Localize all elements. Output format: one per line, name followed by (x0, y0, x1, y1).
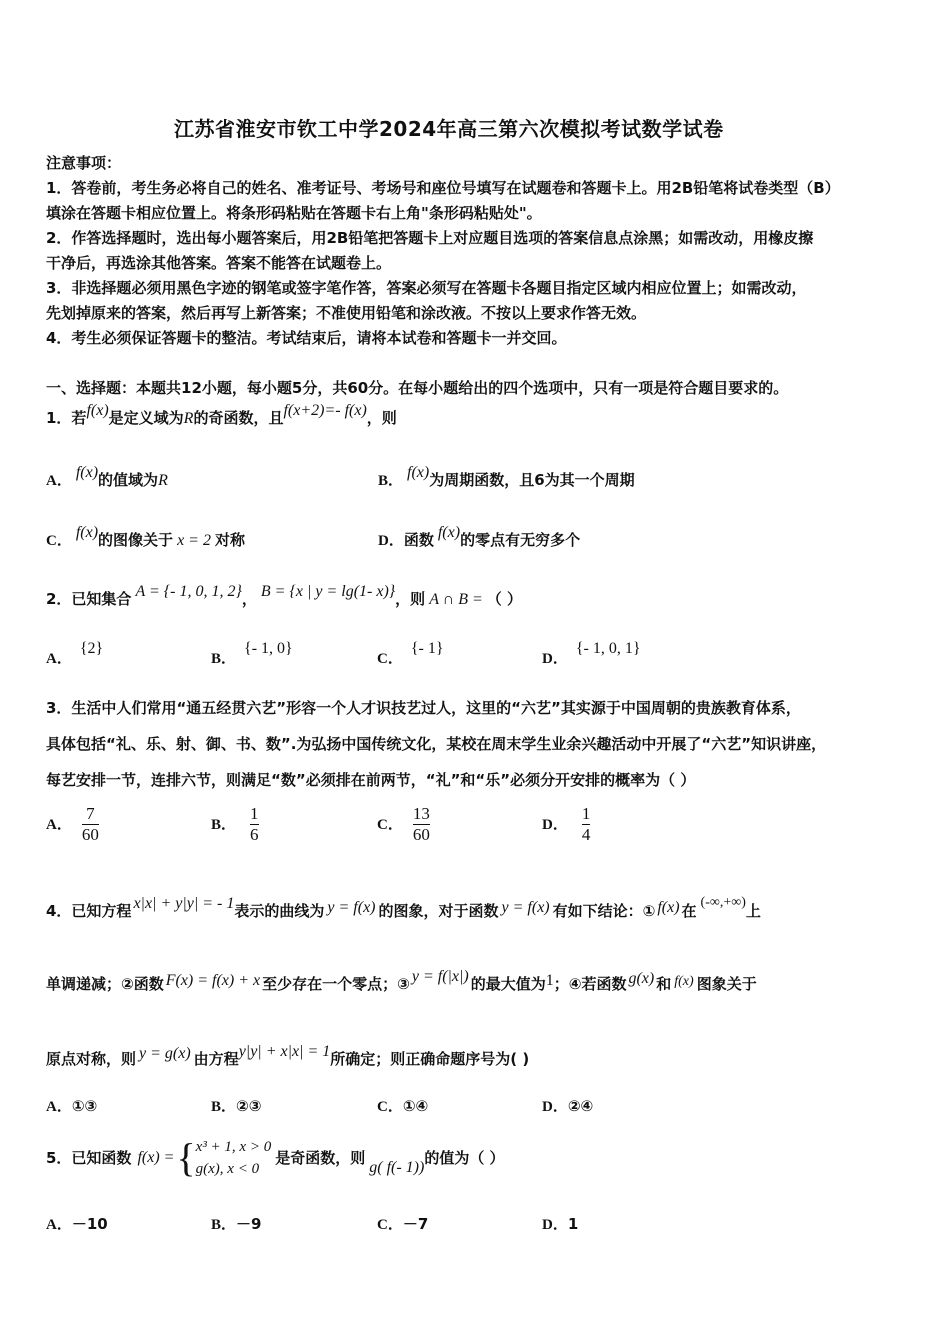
option-text: 1 (567, 1215, 579, 1233)
q-text: 至少存在一个零点；③ (262, 975, 410, 993)
option-text: ①④ (402, 1097, 429, 1115)
math: 1 (545, 972, 554, 989)
piecewise-cases (196, 1136, 272, 1180)
option-label: A． (46, 473, 72, 489)
q-text: 由方程 (193, 1050, 239, 1068)
question-1 (46, 402, 397, 431)
left-brace: { (176, 1135, 196, 1180)
math: R (158, 472, 168, 489)
option-label: C． (377, 1217, 403, 1233)
math: A = {- 1, 0, 1, 2} (135, 583, 242, 600)
math: f(x) (657, 899, 680, 916)
section-heading: 一、选择题：本题共12小题，每小题5分，共60分。在每小题给出的四个选项中，只有一项是符合题目要求的。 (46, 379, 789, 397)
option-text: ①③ (71, 1097, 98, 1115)
option-D (542, 804, 590, 845)
question-3-line: 每艺安排一节，连排六节，则满足“数”必须排在前两节，“礼”和“乐”必须分开安排的概率为（ ） (46, 771, 696, 789)
q-text: ，则 (395, 590, 426, 608)
notice-line: 1．答卷前，考生务必将自己的姓名、准考证号、考场号和座位号填写在试题卷和答题卡上。用2B铅笔将试卷类型（B） (46, 179, 840, 197)
math: f(x) (407, 464, 430, 481)
math: y = f(|x|) (411, 968, 469, 985)
option-text: 为周期函数，且6为其一个周期 (429, 471, 635, 489)
q-text: 所确定；则正确命题序号为( ) (330, 1050, 530, 1068)
math: A ∩ B = (429, 591, 483, 608)
math: f(x+2)=- f(x) (283, 402, 367, 419)
option-label: C． (377, 651, 403, 667)
question-4-line (46, 968, 757, 998)
question-3-line: 3．生活中人们常用“通五经贯六艺”形容一个人才识技艺过人，这里的“六艺”其实源于中国周朝的贵族教育体系， (46, 699, 801, 717)
notice-line: 4．考生必须保证答题卡的整洁。考试结束后，请将本试卷和答题卡一并交回。 (46, 329, 567, 347)
option-text: 的图像关于 (98, 531, 174, 549)
fraction: $\frac{13}{60}$ (412, 804, 430, 844)
q-text: 和 (656, 975, 672, 993)
option-D (542, 1212, 578, 1237)
math: (-∞,+∞) (700, 895, 746, 910)
question-5 (46, 1132, 505, 1184)
q-text: 有如下结论：① (552, 902, 656, 920)
notice-line: 先划掉原来的答案，然后再写上新答案；不准使用铅笔和涂改液。不按以上要求作答无效。 (46, 304, 647, 322)
math: {- 1, 0, 1} (575, 640, 641, 657)
math: R (183, 410, 194, 427)
math: {- 1, 0} (244, 640, 293, 657)
option-label: B． (211, 817, 237, 833)
option-A (46, 804, 99, 845)
option-B (211, 1094, 261, 1119)
q-text: 的图象，对于函数 (378, 902, 499, 920)
math: x = 2 (177, 532, 211, 549)
option-D (378, 524, 581, 553)
notice-line: 2．作答选择题时，选出每小题答案后，用2B铅笔把答题卡上对应题目选项的答案信息点涂黑；如需改动，用橡皮擦 (46, 229, 814, 247)
option-B (211, 804, 259, 845)
q-text: ；④若函数 (553, 975, 627, 993)
option-text: －9 (236, 1215, 262, 1233)
q-text: 图象关于 (696, 975, 757, 993)
q-text: 上 (745, 902, 761, 920)
option-A (46, 464, 168, 493)
option-label: A． (46, 1217, 72, 1233)
option-text: 函数 (403, 531, 434, 549)
option-label: A． (46, 817, 72, 833)
notice-heading: 注意事项： (46, 154, 122, 172)
option-label: B． (211, 1099, 237, 1115)
math: {2} (79, 640, 104, 657)
option-D (542, 1094, 593, 1119)
option-B (211, 1212, 261, 1237)
q-text: 在 (681, 902, 697, 920)
q-text: 的值为（ ） (424, 1149, 505, 1167)
notice-line: 干净后，再选涂其他答案。答案不能答在试题卷上。 (46, 254, 392, 272)
option-A (46, 1094, 97, 1119)
question-4-line (46, 895, 761, 925)
option-text: ②③ (236, 1097, 262, 1115)
option-label: C． (377, 1099, 403, 1115)
q-text: 的最大值为 (470, 975, 546, 993)
fraction: $\frac{1}{4}$ (581, 804, 591, 844)
math: x|x| + y|y| = - 1 (133, 895, 235, 912)
question-4-line (46, 1043, 530, 1072)
option-text: 对称 (214, 531, 245, 549)
option-label: D． (542, 1099, 568, 1115)
q-number: 1．若 (46, 409, 87, 427)
math: y = f(x) (327, 899, 376, 916)
option-label: D． (378, 533, 404, 549)
math: f(x) = (137, 1149, 175, 1166)
math: g(x) (628, 970, 655, 987)
q-number: 4．已知方程 (46, 902, 132, 920)
option-text: －7 (402, 1215, 429, 1233)
math: y = f(x) (501, 899, 550, 916)
option-C (377, 1212, 428, 1237)
case-2: g(x), x < 0 (195, 1161, 260, 1177)
option-D (542, 640, 641, 671)
option-label: C． (377, 817, 403, 833)
option-label: A． (46, 651, 72, 667)
option-label: B． (211, 1217, 237, 1233)
page-title: 江苏省淮安市钦工中学2024年高三第六次模拟考试数学试卷 (174, 117, 724, 141)
option-text: ②④ (567, 1097, 594, 1115)
case-1: x³ + 1, x > 0 (195, 1139, 272, 1155)
question-3-line: 具体包括“礼、乐、射、御、书、数”.为弘扬中国传统文化，某校在周末学生业余兴趣活动中开展了“六艺”知识讲座， (46, 735, 827, 753)
math: f(x) (75, 464, 99, 481)
option-A (46, 640, 104, 671)
option-text: －10 (71, 1215, 108, 1233)
notice-line: 3．非选择题必须用黑色字迹的钢笔或签字笔作答，答案必须写在答题卡各题目指定区域内相应位置上；如需改动， (46, 279, 807, 297)
q-text: 是奇函数，则 (275, 1149, 366, 1167)
math: f(x) (86, 402, 109, 419)
option-B (211, 640, 293, 671)
option-text: 的值域为 (98, 471, 159, 489)
option-C (377, 1094, 428, 1119)
q-number: 2．已知集合 (46, 590, 132, 608)
option-label: D． (542, 817, 568, 833)
option-label: C． (46, 533, 72, 549)
option-label: D． (542, 1217, 568, 1233)
fraction: $\frac{1}{6}$ (250, 804, 259, 844)
q-text: 表示的曲线为 (234, 902, 325, 920)
q-text: 是定义域为 (108, 409, 184, 427)
option-B (378, 464, 635, 493)
option-label: B． (211, 651, 237, 667)
q-text: 原点对称，则 (46, 1050, 137, 1068)
math: F(x) = f(x) + x (165, 972, 261, 989)
option-label: D． (542, 651, 568, 667)
q-number: 5．已知函数 (46, 1149, 132, 1167)
fraction: $\frac{7}{60}$ (81, 804, 99, 844)
q-text: （ ） (486, 590, 523, 608)
q-text: ， (241, 590, 257, 608)
option-label: B． (378, 473, 404, 489)
option-C (377, 804, 430, 845)
notice-line: 填涂在答题卡相应位置上。将条形码粘贴在答题卡右上角"条形码粘贴处"。 (46, 204, 542, 222)
option-text: 的零点有无穷多个 (460, 531, 581, 549)
question-2 (46, 583, 523, 612)
option-label: A． (46, 1099, 72, 1115)
math: y|y| + x|x| = 1 (238, 1043, 331, 1060)
math: f(x) (437, 524, 461, 541)
math: B = {x | y = lg(1- x)} (260, 583, 396, 600)
option-C (46, 524, 245, 553)
option-C (377, 640, 444, 671)
q-text: 单调递减；②函数 (46, 975, 164, 993)
math: y = g(x) (139, 1045, 191, 1062)
math: f(x) (674, 974, 694, 989)
option-A (46, 1212, 108, 1237)
math: {- 1} (410, 640, 444, 657)
math: g( f(- 1)) (369, 1159, 425, 1176)
q-text: 的奇函数，且 (193, 409, 284, 427)
q-text: ，则 (366, 409, 397, 427)
math: f(x) (75, 524, 99, 541)
